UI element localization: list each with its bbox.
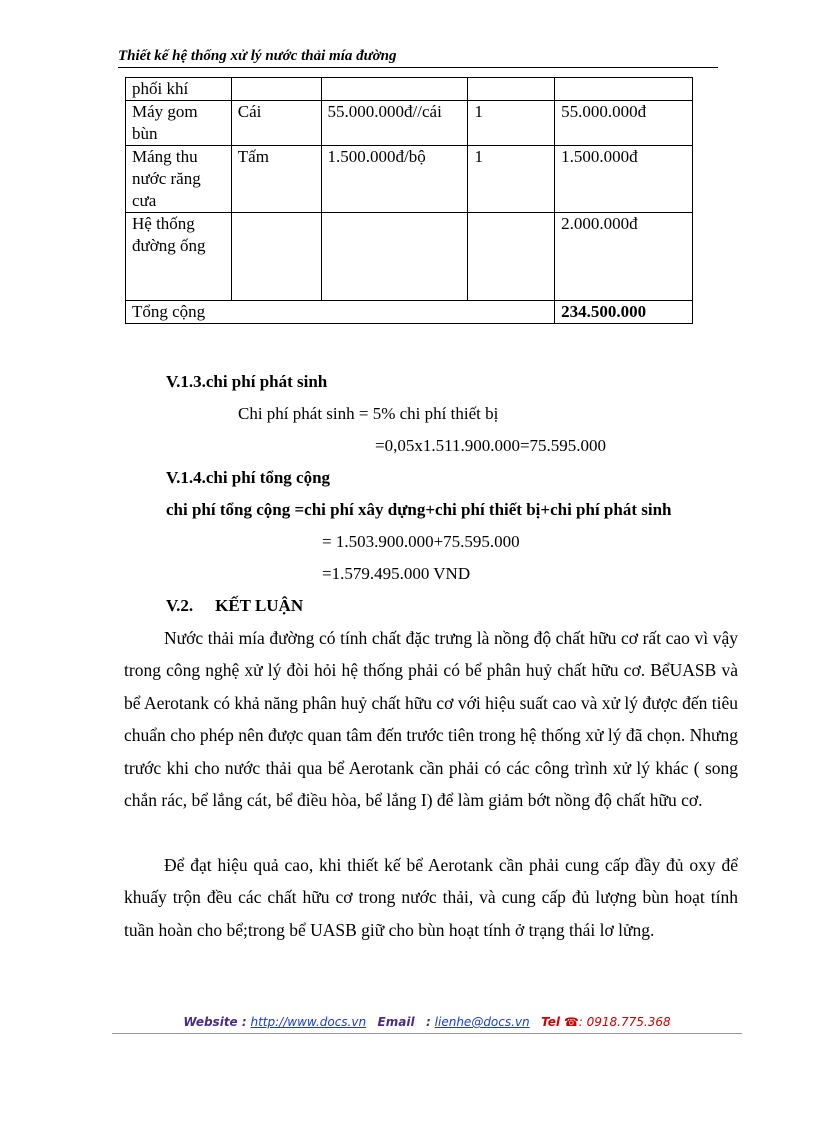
cell-qty: 1: [468, 146, 555, 213]
table-row: [126, 213, 693, 301]
formula-line: =0,05x1.511.900.000=75.595.000: [375, 436, 607, 455]
section-heading-v113: V.1.3.chi phí phát sinh: [166, 372, 328, 391]
cell-total: [555, 78, 693, 101]
cell-price: [321, 213, 468, 301]
formula-heading: chi phí tổng cộng =chi phí xây dựng+chi phí thiết bị+chi phí phát sinh: [166, 500, 672, 519]
formula-line: =1.579.495.000 VND: [322, 564, 471, 583]
page-footer: [112, 1015, 742, 1034]
total-label: Tổng cộng: [126, 301, 555, 324]
total-value: 234.500.000: [555, 301, 693, 324]
page-header: Thiết kế hệ thống xử lý nước thải mía đường: [118, 48, 718, 68]
cell-total: 1.500.000đ: [555, 146, 693, 213]
cell-name: Máng thu nước răng cưa: [126, 146, 232, 213]
conclusion-paragraph: Nước thải mía đường có tính chất đặc trưng là nồng độ chất hữu cơ rất cao vì vậy trong công nghệ xử lý đòi hỏi hệ thống phải có bể phân huỷ chất hữu cơ. BểUASB và bể Aerotank có khả năng phân huỷ chất hữu cơ với hiệu suất cao và xử lý được đến tiêu chuẩn cho phép nên được quan tâm đến trước tiên trong hệ thống xử lý đã chọn. Nhưng trước khi cho nước thải qua bể Aerotank cần phải có các công trình xử lý khác ( song chắn rác, bể lắng cát, bể điều hòa, bể lắng I) để làm giảm bớt nồng độ chất hữu cơ.: [124, 628, 738, 811]
cell-unit: Tấm: [231, 146, 321, 213]
table-row: [126, 78, 693, 101]
cell-name: phối khí: [126, 78, 232, 101]
section-heading-v2: [166, 596, 303, 616]
table-row: [126, 101, 693, 146]
cell-qty: 1: [468, 101, 555, 146]
phone-number: : 0918.775.368: [578, 1015, 671, 1029]
cell-name: Hệ thống đường ống: [126, 213, 232, 301]
section-number: V.2.: [166, 596, 194, 615]
phone-icon: ☎: [563, 1015, 579, 1029]
cell-unit: Cái: [231, 101, 321, 146]
conclusion-paragraph: Để đạt hiệu quả cao, khi thiết kế bể Aerotank cần phải cung cấp đầy đủ oxy để khuấy trộn đều các chất hữu cơ trong nước thải, và cung cấp đủ lượng bùn hoạt tính tuần hoàn cho bể;trong bể UASB giữ cho bùn hoạt tính ở trạng thái lơ lửng.: [124, 855, 738, 940]
website-link[interactable]: http://www.docs.vn: [250, 1015, 367, 1029]
cell-unit: [231, 213, 321, 301]
cell-unit: [231, 78, 321, 101]
cost-table: [125, 77, 693, 324]
email-separator: :: [426, 1015, 431, 1029]
email-label: Email: [377, 1015, 415, 1029]
email-link[interactable]: lienhe@docs.vn: [434, 1015, 530, 1029]
cell-qty: [468, 213, 555, 301]
cell-name: Máy gom bùn: [126, 101, 232, 146]
table-total-row: [126, 301, 693, 324]
formula-line: Chi phí phát sinh = 5% chi phí thiết bị: [238, 404, 499, 423]
cell-price: 55.000.000đ//cái: [321, 101, 468, 146]
cell-price: [321, 78, 468, 101]
cell-price: 1.500.000đ/bộ: [321, 146, 468, 213]
cell-qty: [468, 78, 555, 101]
tel-label: Tel: [541, 1015, 560, 1029]
formula-line: = 1.503.900.000+75.595.000: [322, 532, 520, 551]
cell-total: 2.000.000đ: [555, 213, 693, 301]
table-row: [126, 146, 693, 213]
cell-total: 55.000.000đ: [555, 101, 693, 146]
website-label: Website :: [183, 1015, 247, 1029]
section-title: KẾT LUẬN: [215, 596, 304, 615]
section-heading-v114: V.1.4.chi phí tổng cộng: [166, 468, 331, 487]
